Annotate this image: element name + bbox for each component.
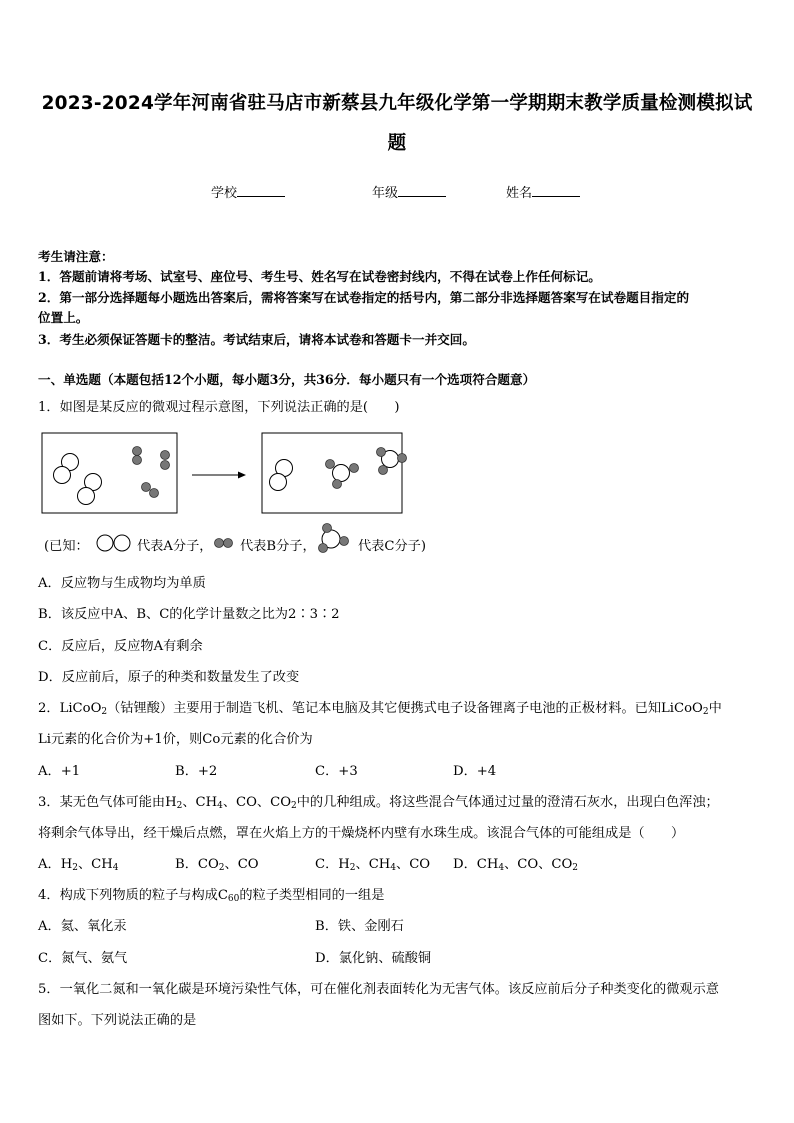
section-heading: 一、单选题（本题包括12个小题，每小题3分，共36分．每小题只有一个选项符合题意） — [38, 372, 536, 387]
grade-field[interactable] — [372, 182, 446, 201]
c-molecule-atom — [377, 448, 386, 457]
school-field[interactable] — [211, 182, 285, 201]
b-molecule-icon — [214, 537, 240, 549]
q1-option-d[interactable]: D．反应前后，原子的种类和数量发生了改变 — [38, 670, 300, 685]
legend-b: 代表B分子， — [240, 539, 316, 554]
c-molecule-atom — [333, 480, 342, 489]
page-title: 2023-2024学年河南省驻马店市新蔡县九年级化学第一学期期末教学质量检测模拟试 — [41, 93, 753, 114]
q3-stem: 3．某无色气体可能由$H_2$、$CH_4$、CO、$CO_2$中的几种组成。将这些混合气体通过过量的澄清石灰水，出现白色浑浊； — [38, 795, 719, 811]
a-atom — [78, 488, 95, 505]
q3-option-c[interactable]: C．$H_2$、$CH_4$、CO — [315, 857, 431, 873]
arrow-head — [238, 472, 246, 479]
a-atom — [270, 474, 287, 491]
c-molecule-icon — [314, 522, 354, 558]
b-atom — [161, 451, 170, 460]
q1-option-a[interactable]: A．反应物与生成物均为单质 — [38, 576, 206, 591]
notice-item-2: 2．第一部分选择题每小题选出答案后，需将答案写在试卷指定的括号内，第二部分非选择题答案写在试卷题目指定的 — [38, 290, 690, 305]
notice-item-3: 3．考生必须保证答题卡的整洁。考试结束后，请将本试卷和答题卡一并交回。 — [38, 332, 475, 347]
legend-c: 代表C分子) — [358, 539, 426, 554]
name-blank[interactable] — [532, 183, 580, 197]
q4-option-d[interactable]: D．氯化钠、硫酸铜 — [315, 951, 432, 966]
q1-option-c[interactable]: C．反应后，反应物A有剩余 — [38, 639, 203, 654]
name-field[interactable] — [506, 182, 580, 201]
q3-stem-continued: 将剩余气体导出，经干燥后点燃，罩在火焰上方的干燥烧杯内壁有水珠生成。该混合气体的可能组成是（ ） — [38, 826, 685, 841]
q3-option-d[interactable]: D．$CH_4$、CO、$CO_2$ — [453, 857, 579, 873]
q2-option-b[interactable]: B．+2 — [175, 764, 218, 779]
q2-stem-continued: Li元素的化合价为+1价，则Co元素的化合价为 — [38, 732, 313, 747]
c-molecule-atom — [398, 454, 407, 463]
page-title-continued: 题 — [387, 133, 407, 154]
grade-label: 年级 — [372, 186, 399, 201]
grade-blank[interactable] — [398, 183, 446, 197]
q1-stem: 1．如图是某反应的微观过程示意图，下列说法正确的是( ) — [38, 400, 400, 415]
q2-stem: 2．LiCoO$_2$（钴锂酸）主要用于制造飞机、笔记本电脑及其它便携式电子设备锂离子电池的正极材料。已知LiCoO$_2$中 — [38, 701, 722, 717]
school-label: 学校 — [211, 186, 238, 201]
q3-option-b[interactable]: B．$CO_2$、CO — [175, 857, 259, 873]
q5-stem-continued: 图如下。下列说法正确的是 — [38, 1013, 197, 1028]
q2-option-a[interactable]: A．+1 — [38, 764, 81, 779]
q1-legend — [38, 528, 458, 556]
q2-option-d[interactable]: D．+4 — [453, 764, 497, 779]
school-blank[interactable] — [237, 183, 285, 197]
b-atom — [142, 483, 151, 492]
legend-open: (已知： — [44, 539, 89, 554]
q4-option-a[interactable]: A．氦、氧化汞 — [38, 919, 127, 934]
c-molecule-atom — [350, 464, 359, 473]
q4-stem: 4．构成下列物质的粒子与构成$C_{60}$的粒子类型相同的一组是 — [38, 888, 385, 904]
b-atom — [150, 489, 159, 498]
b-atom — [161, 461, 170, 470]
a-atom — [54, 467, 71, 484]
legend-a: 代表A分子， — [137, 539, 213, 554]
c-molecule-atom — [379, 466, 388, 475]
b-atom — [133, 456, 142, 465]
notice-heading: 考生请注意： — [38, 249, 114, 264]
q4-option-c[interactable]: C．氮气、氨气 — [38, 951, 128, 966]
q4-option-b[interactable]: B．铁、金刚石 — [315, 919, 404, 934]
name-label: 姓名 — [506, 186, 533, 201]
notice-item-2-continued: 位置上。 — [38, 310, 89, 325]
c-molecule-atom — [326, 460, 335, 469]
q1-reaction-diagram — [40, 430, 440, 520]
c-molecule-center — [333, 465, 350, 482]
q2-option-c[interactable]: C．+3 — [315, 764, 358, 779]
b-atom — [133, 447, 142, 456]
q3-option-a[interactable]: A．$H_2$、$CH_4$ — [38, 857, 119, 873]
q1-option-b[interactable]: B．该反应中A、B、C的化学计量数之比为2∶3∶2 — [38, 607, 340, 622]
a-molecule-icon — [96, 533, 136, 553]
q5-stem: 5．一氧化二氮和一氧化碳是环境污染性气体，可在催化剂表面转化为无害气体。该反应前后分子种类变化的微观示意 — [38, 982, 719, 997]
notice-item-1: 1．答题前请将考场、试室号、座位号、考生号、姓名写在试卷密封线内，不得在试卷上作任何标记。 — [38, 269, 601, 284]
